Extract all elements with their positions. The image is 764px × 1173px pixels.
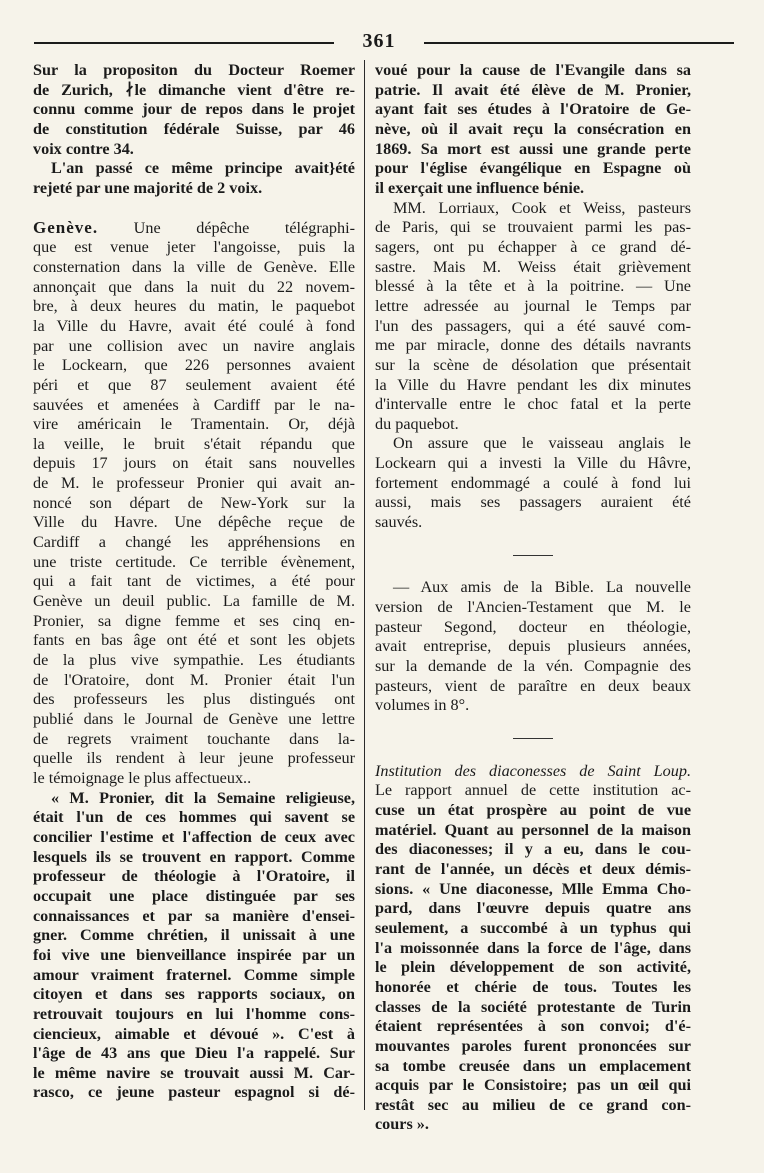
text-line: — Aux amis de la Bible. La nouvelle	[393, 578, 691, 597]
text-line: fants en bas âge ont été et sont les objets	[33, 631, 355, 650]
paragraph-diaconesses	[375, 762, 691, 1135]
text-line: depuis 17 jours on était sans nouvelles	[33, 454, 355, 473]
paragraph-lockearn	[375, 434, 691, 532]
text-line: pasteur Segond, docteur en théologie,	[375, 617, 691, 636]
text-line: consternation dans la ville de Genève. Elle	[33, 257, 355, 276]
text-line: l'âge de 43 ans que Dieu l'a rappelé. Sur	[33, 1044, 355, 1063]
text-line: cuse un état prospère au point de vue	[375, 800, 691, 819]
text-line: il exerçait une influence bénie.	[375, 178, 585, 197]
text-line: « M. Pronier, dit la Semaine religieuse,	[51, 788, 355, 807]
text-line: patrie. Il avait été élève de M. Pronier,	[375, 80, 691, 99]
text-line: qui a fait tant de victimes, a été pour	[33, 572, 355, 591]
header-rule-left	[34, 42, 334, 44]
text-line: publié dans le Journal de Genève une lettre	[33, 710, 355, 728]
text-line: de Paris, qui se trouvaient parmi les pas-	[375, 218, 691, 237]
text-line: nève, où il avait reçu la consécration en	[375, 119, 691, 138]
text-line: de la plus vive sympathie. Les étudiants	[33, 651, 355, 670]
text-line: étaient représentées à son convoi; d'é-	[375, 1017, 691, 1036]
text-line: péri et que 87 seulement avaient été	[33, 375, 355, 394]
paragraph-quote-pronier	[33, 789, 355, 1104]
text-line: de M. le professeur Pronier qui avait an-	[33, 474, 355, 493]
text-line: ayant fait ses études à l'Oratoire de Ge-	[375, 100, 691, 119]
text-line: la Ville du Havre, avait été coulé à fond	[33, 316, 355, 335]
text-line: Institution des diaconesses de Saint Loup.	[375, 761, 691, 780]
text-line: restât sec au milieu de ce grand con-	[375, 1095, 691, 1114]
text-line: de Zurich, ∤le dimanche vient d'être re-	[33, 80, 355, 99]
text-line: de regrets vraiment touchante dans la-	[33, 729, 355, 748]
text-line: honorée et chérie de tous. Toutes les	[375, 977, 691, 996]
paragraph-carrasco-cont	[375, 61, 691, 199]
section-separator	[375, 728, 691, 748]
text-line: le témoignage le plus affectueux..	[33, 768, 252, 787]
text-line: des diaconesses; il y a eu, dans le cou-	[375, 840, 691, 859]
text-line: 1869. Sa mort est aussi une grande perte	[375, 139, 691, 158]
text-line: sauvés.	[375, 513, 423, 532]
text-line: sur la demande de la vén. Compagnie des	[375, 657, 691, 676]
text-line: la veille, le bruit s'était répandu que	[33, 434, 355, 453]
left-column	[33, 61, 355, 1103]
text-line: quelle ils rendent à leur jeune professeur	[33, 749, 355, 768]
paragraph-lorriaux	[375, 199, 691, 435]
text-line: professeur de théologie à l'Oratoire, il	[33, 867, 355, 886]
text-line: Le rapport annuel de cette institution ac-	[375, 781, 691, 800]
paragraph-an-passe	[33, 159, 355, 198]
text-line: acquis par le Consistoire; pas un œil qui	[375, 1076, 691, 1095]
text-line: l'a moissonnée dans la force de l'âge, dans	[375, 938, 691, 957]
text-line: le Lockearn, que 226 personnes avaient	[33, 356, 355, 375]
text-line: noncé son départ de New-York sur la	[33, 493, 355, 512]
text-line: voix contre 34.	[33, 139, 134, 158]
text-line: que est venue jeter l'angoisse, puis la	[33, 238, 355, 257]
header-rule-right	[424, 42, 734, 44]
text-line: était l'un de ces hommes qui savent se	[33, 808, 355, 827]
text-line: rant de l'année, un décès et deux démis-	[375, 859, 691, 878]
text-line: lettre adressée au journal le Temps par	[375, 296, 691, 315]
text-line: connaissances et par sa manière d'ensei-	[33, 906, 355, 925]
text-line: volumes in 8°.	[375, 696, 470, 715]
text-line: une triste certitude. Ce terrible évènement,	[33, 552, 355, 571]
text-line: MM. Lorriaux, Cook et Weiss, pasteurs	[393, 198, 691, 217]
text-line: gner. Comme chrétien, il unissait à une	[33, 926, 355, 945]
text-line: concilier l'estime et l'affection de ceux avec	[33, 827, 355, 846]
paragraph-geneve	[33, 218, 355, 789]
text-line: lesquels ils se trouvent en rapport. Comme	[33, 847, 355, 866]
text-line: seulement, a succombé à un typhus qui	[375, 918, 691, 937]
text-line: du paquebot.	[375, 414, 459, 433]
text-line: Pronier, sa digne femme et ses cinq en-	[33, 611, 355, 630]
text-line: sagers, ont pu échapper à ce grand dé-	[375, 237, 691, 256]
text-line: foi vive une bienveillance inspirée par un	[33, 945, 355, 964]
section-separator	[375, 545, 691, 565]
text-line: l'un des passagers, qui a été sauvé com-	[375, 316, 691, 335]
text-line: d'intervalle entre le choc fatal et la perte	[375, 395, 691, 414]
text-line: cours ».	[375, 1115, 429, 1134]
text-line: des professeurs les plus distingués ont	[33, 690, 355, 709]
paragraph-roemer	[33, 61, 355, 159]
text-line: version de l'Ancien-Testament que M. le	[375, 598, 691, 617]
text-line: Ville du Havre. Une dépêche reçue de	[33, 513, 355, 532]
text-line: le même navire se trouvait aussi M. Car-	[33, 1063, 355, 1082]
text-line: blessé à la tête et à la poitrine. — Une	[375, 277, 691, 296]
text-line: mouvantes paroles furent prononcées sur	[375, 1036, 691, 1055]
text-line: matériel. Quant au personnel de la maison	[375, 820, 691, 839]
text-line: bre, à deux heures du matin, le paquebot	[33, 297, 355, 316]
text-line: aussi, mais ses passagers auraient été	[375, 493, 691, 512]
text-line: ciencieux, aimable et dévoué ». C'est à	[33, 1024, 355, 1043]
text-line: voué pour la cause de l'Evangile dans sa	[375, 61, 691, 79]
text-line: pour l'église évangélique en Espagne où	[375, 159, 691, 178]
text-line: sauvées et amenées à Cardiff par le na-	[33, 395, 355, 414]
text-line	[33, 218, 355, 239]
page-header	[34, 30, 734, 50]
text-line: sur la scène de désolation que présentait	[375, 355, 691, 374]
text-line: Genève un deuil public. La famille de M.	[33, 592, 355, 611]
text-line: Cardiff a changé les appréhensions en	[33, 533, 355, 552]
text-line: de constitution fédérale Suisse, par 46	[33, 119, 355, 138]
text-line: pard, dans l'œuvre depuis quatre ans	[375, 899, 691, 918]
text-line: Sur la propositon du Docteur Roemer	[33, 61, 355, 79]
text-line: On assure que le vaisseau anglais le	[393, 434, 691, 453]
text-line: de l'Oratoire, dont M. Pronier était l'un	[33, 670, 355, 689]
text-line: citoyen et dans ses rapports sociaux, on	[33, 985, 355, 1004]
paragraph-bible	[375, 578, 691, 716]
text-line: vire américain le Tramentain. Or, déjà	[33, 415, 355, 434]
text-line: sions. « Une diaconesse, Mlle Emma Cho-	[375, 879, 691, 898]
text-line: par une collision avec un navire anglais	[33, 336, 355, 355]
text-line: la Ville du Havre pendant les dix minutes	[375, 375, 691, 394]
text-line: pasteurs, vient de paraître en deux beaux	[375, 676, 691, 695]
text-line: rejeté par une majorité de 2 voix.	[33, 178, 263, 197]
text-line: classes de la société protestante de Turin	[375, 997, 691, 1016]
text-line: le plein développement de son activité,	[375, 958, 691, 977]
text-line: annonçait que dans la nuit du 22 novem-	[33, 277, 355, 296]
text-line: fortement endommagé a coulé à fond lui	[375, 473, 691, 492]
text-line: sa tombe creusée dans un emplacement	[375, 1056, 691, 1075]
text-line: rasco, ce jeune pasteur espagnol si dé-	[33, 1083, 355, 1102]
text-line: amour vraiment fraternel. Comme simple	[33, 965, 355, 984]
text-line: occupait une place distinguée par ses	[33, 886, 355, 905]
text-line: retrouvait toujours en lui l'homme cons-	[33, 1004, 355, 1023]
right-column	[375, 61, 691, 1135]
page-number: 361	[362, 30, 396, 52]
text-line: L'an passé ce même principe avait}été	[51, 159, 355, 178]
section-heading-geneve: Genève.	[33, 217, 99, 237]
text-line: me par miracle, donne des détails navrants	[375, 336, 691, 355]
text-line: sastre. Mais M. Weiss était grièvement	[375, 257, 691, 276]
text-line: avait entreprise, depuis plusieurs années,	[375, 637, 691, 656]
column-divider	[364, 60, 365, 1110]
text-line: Lockearn qui a investi la Ville du Hâvre,	[375, 454, 691, 473]
text-line: connu comme jour de repos dans le projet	[33, 100, 355, 119]
text-fragment: Une dépêche télégraphi-	[98, 218, 355, 237]
